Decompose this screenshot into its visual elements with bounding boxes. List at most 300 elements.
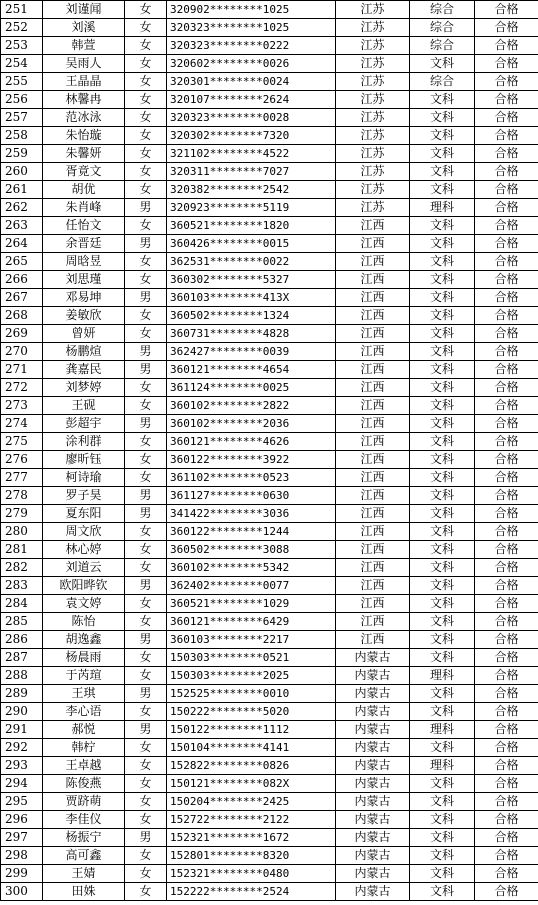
id-number-cell: 152321********1672 [167, 829, 336, 847]
id-number-cell: 320311********7027 [167, 163, 336, 181]
result-cell: 合格 [475, 379, 538, 397]
gender-cell: 女 [125, 541, 167, 559]
student-name-cell: 胡逸鑫 [43, 631, 125, 649]
result-cell: 合格 [475, 811, 538, 829]
id-number-cell: 320902********1025 [167, 1, 336, 19]
table-row [1, 451, 538, 469]
result-cell: 合格 [475, 757, 538, 775]
student-name-cell: 王卓越 [43, 757, 125, 775]
student-name-cell: 杨晨雨 [43, 649, 125, 667]
row-number-cell: 261 [1, 181, 43, 199]
id-number-cell: 361127********0630 [167, 487, 336, 505]
result-cell: 合格 [475, 523, 538, 541]
row-number-cell: 269 [1, 325, 43, 343]
gender-cell: 男 [125, 685, 167, 703]
province-cell: 江西 [336, 469, 410, 487]
province-cell: 内蒙古 [336, 829, 410, 847]
student-name-cell: 朱馨妍 [43, 145, 125, 163]
row-number-cell: 285 [1, 613, 43, 631]
row-number-cell: 300 [1, 883, 43, 901]
table-row [1, 811, 538, 829]
result-cell: 合格 [475, 127, 538, 145]
id-number-cell: 360121********4626 [167, 433, 336, 451]
gender-cell: 女 [125, 469, 167, 487]
table-row [1, 109, 538, 127]
subject-cell: 文科 [410, 811, 475, 829]
table-row [1, 523, 538, 541]
row-number-cell: 251 [1, 1, 43, 19]
table-row [1, 577, 538, 595]
result-cell: 合格 [475, 289, 538, 307]
row-number-cell: 262 [1, 199, 43, 217]
row-number-cell: 255 [1, 73, 43, 91]
gender-cell: 男 [125, 343, 167, 361]
province-cell: 江西 [336, 505, 410, 523]
province-cell: 江苏 [336, 145, 410, 163]
province-cell: 江西 [336, 433, 410, 451]
result-cell: 合格 [475, 793, 538, 811]
id-number-cell: 150104********4141 [167, 739, 336, 757]
result-cell: 合格 [475, 883, 538, 901]
row-number-cell: 282 [1, 559, 43, 577]
student-name-cell: 龚嘉民 [43, 361, 125, 379]
row-number-cell: 276 [1, 451, 43, 469]
gender-cell: 男 [125, 361, 167, 379]
student-name-cell: 姜敏欣 [43, 307, 125, 325]
table-row [1, 847, 538, 865]
gender-cell: 女 [125, 325, 167, 343]
subject-cell: 文科 [410, 541, 475, 559]
id-number-cell: 152222********2524 [167, 883, 336, 901]
id-number-cell: 150303********0521 [167, 649, 336, 667]
id-number-cell: 320923********5119 [167, 199, 336, 217]
id-number-cell: 360121********6429 [167, 613, 336, 631]
student-name-cell: 王砚 [43, 397, 125, 415]
province-cell: 江苏 [336, 1, 410, 19]
table-row [1, 631, 538, 649]
subject-cell: 文科 [410, 469, 475, 487]
result-cell: 合格 [475, 649, 538, 667]
subject-cell: 文科 [410, 559, 475, 577]
id-number-cell: 360121********4654 [167, 361, 336, 379]
row-number-cell: 266 [1, 271, 43, 289]
row-number-cell: 275 [1, 433, 43, 451]
province-cell: 江苏 [336, 199, 410, 217]
row-number-cell: 253 [1, 37, 43, 55]
subject-cell: 文科 [410, 253, 475, 271]
id-number-cell: 360302********5327 [167, 271, 336, 289]
province-cell: 江西 [336, 307, 410, 325]
gender-cell: 女 [125, 883, 167, 901]
gender-cell: 女 [125, 37, 167, 55]
subject-cell: 文科 [410, 613, 475, 631]
gender-cell: 男 [125, 631, 167, 649]
table-row [1, 325, 538, 343]
student-name-cell: 彭超宇 [43, 415, 125, 433]
student-name-cell: 陈怡 [43, 613, 125, 631]
student-name-cell: 李心语 [43, 703, 125, 721]
id-number-cell: 360521********1820 [167, 217, 336, 235]
row-number-cell: 263 [1, 217, 43, 235]
subject-cell: 理科 [410, 721, 475, 739]
table-row [1, 487, 538, 505]
gender-cell: 女 [125, 19, 167, 37]
province-cell: 内蒙古 [336, 811, 410, 829]
row-number-cell: 296 [1, 811, 43, 829]
gender-cell: 男 [125, 235, 167, 253]
table-row [1, 703, 538, 721]
row-number-cell: 286 [1, 631, 43, 649]
gender-cell: 女 [125, 181, 167, 199]
subject-cell: 文科 [410, 109, 475, 127]
result-cell: 合格 [475, 163, 538, 181]
gender-cell: 女 [125, 613, 167, 631]
id-number-cell: 360102********2036 [167, 415, 336, 433]
table-row [1, 73, 538, 91]
gender-cell: 女 [125, 73, 167, 91]
subject-cell: 文科 [410, 181, 475, 199]
result-cell: 合格 [475, 469, 538, 487]
province-cell: 内蒙古 [336, 775, 410, 793]
table-row [1, 667, 538, 685]
row-number-cell: 298 [1, 847, 43, 865]
student-name-cell: 郝悦 [43, 721, 125, 739]
subject-cell: 文科 [410, 415, 475, 433]
table-row [1, 829, 538, 847]
row-number-cell: 291 [1, 721, 43, 739]
province-cell: 江苏 [336, 163, 410, 181]
id-number-cell: 320602********0026 [167, 55, 336, 73]
result-cell: 合格 [475, 433, 538, 451]
table-row [1, 181, 538, 199]
gender-cell: 女 [125, 55, 167, 73]
id-number-cell: 360502********1324 [167, 307, 336, 325]
table-row [1, 541, 538, 559]
province-cell: 内蒙古 [336, 667, 410, 685]
row-number-cell: 271 [1, 361, 43, 379]
gender-cell: 女 [125, 559, 167, 577]
gender-cell: 女 [125, 703, 167, 721]
subject-cell: 文科 [410, 145, 475, 163]
subject-cell: 文科 [410, 325, 475, 343]
id-number-cell: 321102********4522 [167, 145, 336, 163]
subject-cell: 文科 [410, 523, 475, 541]
student-name-cell: 刘谨闻 [43, 1, 125, 19]
row-number-cell: 278 [1, 487, 43, 505]
result-cell: 合格 [475, 577, 538, 595]
student-name-cell: 王琪 [43, 685, 125, 703]
gender-cell: 女 [125, 379, 167, 397]
student-name-cell: 李佳仪 [43, 811, 125, 829]
province-cell: 内蒙古 [336, 721, 410, 739]
gender-cell: 女 [125, 775, 167, 793]
subject-cell: 综合 [410, 19, 475, 37]
row-number-cell: 297 [1, 829, 43, 847]
table-row [1, 271, 538, 289]
table-row [1, 883, 538, 901]
result-cell: 合格 [475, 613, 538, 631]
gender-cell: 男 [125, 577, 167, 595]
id-number-cell: 320323********0222 [167, 37, 336, 55]
subject-cell: 文科 [410, 703, 475, 721]
subject-cell: 文科 [410, 685, 475, 703]
row-number-cell: 284 [1, 595, 43, 613]
table-row [1, 55, 538, 73]
student-name-cell: 曾妍 [43, 325, 125, 343]
result-cell: 合格 [475, 559, 538, 577]
row-number-cell: 274 [1, 415, 43, 433]
row-number-cell: 268 [1, 307, 43, 325]
result-cell: 合格 [475, 181, 538, 199]
province-cell: 江西 [336, 487, 410, 505]
table-row [1, 217, 538, 235]
province-cell: 江苏 [336, 181, 410, 199]
table-row [1, 415, 538, 433]
province-cell: 江西 [336, 361, 410, 379]
id-number-cell: 360103********413X [167, 289, 336, 307]
subject-cell: 文科 [410, 577, 475, 595]
province-cell: 内蒙古 [336, 865, 410, 883]
province-cell: 江西 [336, 559, 410, 577]
subject-cell: 综合 [410, 1, 475, 19]
row-number-cell: 281 [1, 541, 43, 559]
table-row [1, 775, 538, 793]
subject-cell: 文科 [410, 433, 475, 451]
table-row [1, 379, 538, 397]
subject-cell: 文科 [410, 595, 475, 613]
id-number-cell: 152822********0826 [167, 757, 336, 775]
gender-cell: 女 [125, 397, 167, 415]
id-number-cell: 150122********1112 [167, 721, 336, 739]
subject-cell: 文科 [410, 91, 475, 109]
row-number-cell: 293 [1, 757, 43, 775]
student-name-cell: 田姝 [43, 883, 125, 901]
gender-cell: 女 [125, 451, 167, 469]
result-cell: 合格 [475, 721, 538, 739]
student-name-cell: 高可鑫 [43, 847, 125, 865]
student-name-cell: 刘溪 [43, 19, 125, 37]
id-number-cell: 152321********0480 [167, 865, 336, 883]
result-cell: 合格 [475, 595, 538, 613]
id-number-cell: 362531********0022 [167, 253, 336, 271]
gender-cell: 女 [125, 1, 167, 19]
province-cell: 江苏 [336, 127, 410, 145]
id-number-cell: 320302********7320 [167, 127, 336, 145]
province-cell: 江西 [336, 451, 410, 469]
id-number-cell: 320323********0028 [167, 109, 336, 127]
id-number-cell: 360731********4828 [167, 325, 336, 343]
row-number-cell: 259 [1, 145, 43, 163]
table-row [1, 721, 538, 739]
student-name-cell: 吴雨人 [43, 55, 125, 73]
row-number-cell: 280 [1, 523, 43, 541]
id-number-cell: 150303********2025 [167, 667, 336, 685]
table-row [1, 91, 538, 109]
student-name-cell: 王婧 [43, 865, 125, 883]
gender-cell: 男 [125, 487, 167, 505]
table-body [1, 1, 538, 901]
row-number-cell: 267 [1, 289, 43, 307]
id-number-cell: 150204********2425 [167, 793, 336, 811]
row-number-cell: 290 [1, 703, 43, 721]
gender-cell: 男 [125, 721, 167, 739]
province-cell: 江西 [336, 235, 410, 253]
province-cell: 江苏 [336, 55, 410, 73]
province-cell: 江苏 [336, 109, 410, 127]
gender-cell: 女 [125, 811, 167, 829]
row-number-cell: 292 [1, 739, 43, 757]
subject-cell: 文科 [410, 235, 475, 253]
result-cell: 合格 [475, 847, 538, 865]
subject-cell: 文科 [410, 289, 475, 307]
student-name-cell: 范冰泳 [43, 109, 125, 127]
table-row [1, 559, 538, 577]
province-cell: 内蒙古 [336, 757, 410, 775]
table-row [1, 649, 538, 667]
subject-cell: 文科 [410, 451, 475, 469]
result-cell: 合格 [475, 487, 538, 505]
row-number-cell: 294 [1, 775, 43, 793]
subject-cell: 综合 [410, 37, 475, 55]
row-number-cell: 254 [1, 55, 43, 73]
gender-cell: 女 [125, 667, 167, 685]
gender-cell: 女 [125, 145, 167, 163]
province-cell: 江苏 [336, 73, 410, 91]
result-cell: 合格 [475, 253, 538, 271]
id-number-cell: 361102********0523 [167, 469, 336, 487]
id-number-cell: 362427********0039 [167, 343, 336, 361]
table-row [1, 739, 538, 757]
result-cell: 合格 [475, 703, 538, 721]
result-cell: 合格 [475, 37, 538, 55]
id-number-cell: 152525********0010 [167, 685, 336, 703]
table-row [1, 127, 538, 145]
province-cell: 江西 [336, 523, 410, 541]
student-name-cell: 杨振宁 [43, 829, 125, 847]
student-name-cell: 柯诗瑜 [43, 469, 125, 487]
student-name-cell: 林心婷 [43, 541, 125, 559]
gender-cell: 男 [125, 829, 167, 847]
row-number-cell: 258 [1, 127, 43, 145]
student-name-cell: 刘思瑾 [43, 271, 125, 289]
result-cell: 合格 [475, 307, 538, 325]
row-number-cell: 279 [1, 505, 43, 523]
row-number-cell: 272 [1, 379, 43, 397]
gender-cell: 女 [125, 307, 167, 325]
row-number-cell: 270 [1, 343, 43, 361]
table-row [1, 199, 538, 217]
table-row [1, 37, 538, 55]
gender-cell: 女 [125, 217, 167, 235]
student-name-cell: 邓易坤 [43, 289, 125, 307]
id-number-cell: 320301********0024 [167, 73, 336, 91]
row-number-cell: 288 [1, 667, 43, 685]
result-cell: 合格 [475, 865, 538, 883]
row-number-cell: 256 [1, 91, 43, 109]
student-name-cell: 胥竟文 [43, 163, 125, 181]
row-number-cell: 287 [1, 649, 43, 667]
row-number-cell: 252 [1, 19, 43, 37]
province-cell: 江西 [336, 595, 410, 613]
result-cell: 合格 [475, 739, 538, 757]
table-row [1, 865, 538, 883]
province-cell: 江西 [336, 271, 410, 289]
student-name-cell: 韩柠 [43, 739, 125, 757]
row-number-cell: 257 [1, 109, 43, 127]
id-number-cell: 360122********3922 [167, 451, 336, 469]
id-number-cell: 360426********0015 [167, 235, 336, 253]
subject-cell: 文科 [410, 271, 475, 289]
subject-cell: 文科 [410, 883, 475, 901]
result-cell: 合格 [475, 415, 538, 433]
id-number-cell: 320107********2624 [167, 91, 336, 109]
row-number-cell: 264 [1, 235, 43, 253]
row-number-cell: 273 [1, 397, 43, 415]
id-number-cell: 152722********2122 [167, 811, 336, 829]
table-row [1, 253, 538, 271]
student-name-cell: 任怡文 [43, 217, 125, 235]
student-name-cell: 刘道云 [43, 559, 125, 577]
subject-cell: 文科 [410, 163, 475, 181]
gender-cell: 女 [125, 127, 167, 145]
result-cell: 合格 [475, 451, 538, 469]
id-number-cell: 360122********1244 [167, 523, 336, 541]
province-cell: 江西 [336, 415, 410, 433]
student-name-cell: 朱肖峰 [43, 199, 125, 217]
subject-cell: 文科 [410, 631, 475, 649]
id-number-cell: 360502********3088 [167, 541, 336, 559]
gender-cell: 女 [125, 253, 167, 271]
table-row [1, 469, 538, 487]
table-row [1, 397, 538, 415]
student-name-cell: 余晋廷 [43, 235, 125, 253]
subject-cell: 文科 [410, 829, 475, 847]
student-name-cell: 刘梦婷 [43, 379, 125, 397]
result-cell: 合格 [475, 397, 538, 415]
gender-cell: 男 [125, 289, 167, 307]
result-cell: 合格 [475, 829, 538, 847]
student-name-cell: 周晗昱 [43, 253, 125, 271]
result-cell: 合格 [475, 217, 538, 235]
result-cell: 合格 [475, 199, 538, 217]
province-cell: 江西 [336, 343, 410, 361]
student-name-cell: 王晶晶 [43, 73, 125, 91]
subject-cell: 文科 [410, 217, 475, 235]
gender-cell: 男 [125, 199, 167, 217]
row-number-cell: 277 [1, 469, 43, 487]
province-cell: 内蒙古 [336, 883, 410, 901]
result-cell: 合格 [475, 325, 538, 343]
row-number-cell: 289 [1, 685, 43, 703]
result-cell: 合格 [475, 505, 538, 523]
table-row [1, 19, 538, 37]
province-cell: 江西 [336, 289, 410, 307]
table-row [1, 505, 538, 523]
row-number-cell: 295 [1, 793, 43, 811]
student-name-cell: 杨鹏煊 [43, 343, 125, 361]
result-cell: 合格 [475, 775, 538, 793]
province-cell: 内蒙古 [336, 739, 410, 757]
gender-cell: 女 [125, 865, 167, 883]
id-number-cell: 150222********5020 [167, 703, 336, 721]
subject-cell: 文科 [410, 505, 475, 523]
table-row [1, 793, 538, 811]
gender-cell: 女 [125, 91, 167, 109]
id-number-cell: 361124********0025 [167, 379, 336, 397]
province-cell: 内蒙古 [336, 793, 410, 811]
gender-cell: 女 [125, 739, 167, 757]
table-row [1, 613, 538, 631]
